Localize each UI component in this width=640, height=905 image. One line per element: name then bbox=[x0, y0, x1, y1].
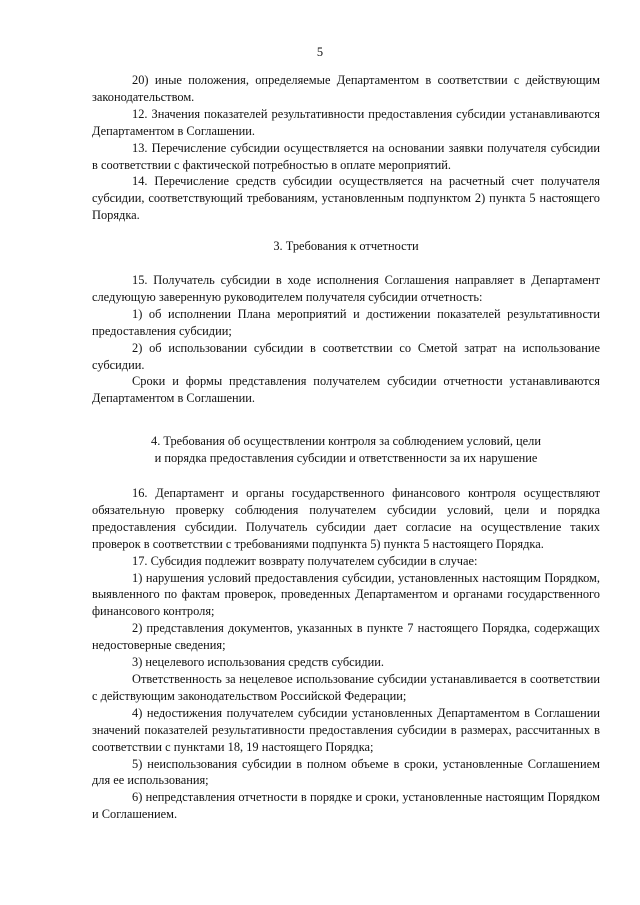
paragraph: 1) нарушения условий предоставления субсидии, установленных настоящим Порядком, выявленного по фактам проверок, проведенных Департаментом и органами государственного финансового контроля; bbox=[92, 570, 600, 619]
section-2-body bbox=[92, 72, 600, 224]
section-3-body bbox=[92, 272, 600, 407]
heading-requirements-reporting: 3. Требования к отчетности bbox=[273, 239, 419, 253]
paragraph: Ответственность за нецелевое использование субсидии устанавливается в соответствии с действующим законодательством Российской Федерации; bbox=[92, 671, 600, 703]
paragraph: 13. Перечисление субсидии осуществляется на основании заявки получателя субсидии в соответствии с фактической потребностью в оплате мероприятий. bbox=[92, 140, 600, 172]
paragraph: 1) об исполнении Плана мероприятий и достижении показателей результативности предоставления субсидии; bbox=[92, 306, 600, 338]
paragraph: 17. Субсидия подлежит возврату получателем субсидии в случае: bbox=[132, 553, 478, 568]
paragraph: 2) представления документов, указанных в пункте 7 настоящего Порядка, содержащих недостоверные сведения; bbox=[92, 621, 600, 653]
paragraph: 3) нецелевого использования средств субсидии. bbox=[132, 655, 384, 670]
paragraph: 4) недостижения получателем субсидии установленных Департаментом в Соглашении значений показателей результативности предоставления субсидии в размерах, рассчитанных в соответствии с пунктами 18, 19 настоящего Порядка; bbox=[92, 705, 600, 754]
paragraph: 14. Перечисление средств субсидии осуществляется на расчетный счет получателя субсидии, соответствующий требованиям, установленным подпунктом 2) пункта 5 настоящего Порядка. bbox=[92, 174, 600, 223]
heading-line: 4. Требования об осуществлении контроля за соблюдением условий, цели bbox=[151, 434, 541, 448]
paragraph: 12. Значения показателей результативности предоставления субсидии устанавливаются Департаментом в Соглашении. bbox=[92, 106, 600, 138]
heading-control-requirements bbox=[92, 433, 600, 467]
page-number: 5 bbox=[316, 45, 324, 59]
paragraph: 16. Департамент и органы государственного финансового контроля осуществляют обязательную проверку соблюдения получателем субсидии условий, цели и порядка предоставления субсидии. Получатель субсидии дает согласие на осуществление таких проверок в соответствии с требованиями подпункта 5) пункта 5 настоящего Порядка. bbox=[92, 486, 600, 551]
paragraph: 6) непредставления отчетности в порядке и сроки, установленные настоящим Порядком и Соглашением. bbox=[92, 790, 600, 822]
paragraph: 5) неиспользования субсидии в полном объеме в сроки, установленные Соглашением для ее использования; bbox=[92, 756, 600, 788]
heading-line: и порядка предоставления субсидии и ответственности за их нарушение bbox=[154, 450, 538, 465]
section-4-body bbox=[92, 485, 600, 823]
paragraph: 15. Получатель субсидии в ходе исполнения Соглашения направляет в Департамент следующую заверенную руководителем получателя субсидии отчетность: bbox=[92, 273, 600, 304]
paragraph: Сроки и формы представления получателем субсидии отчетности устанавливаются Департаментом в Соглашении. bbox=[92, 374, 600, 406]
paragraph: 2) об использовании субсидии в соответствии со Сметой затрат на использование субсидии. bbox=[92, 340, 600, 372]
paragraph: 20) иные положения, определяемые Департаментом в соответствии с действующим законодательством. bbox=[92, 73, 600, 104]
